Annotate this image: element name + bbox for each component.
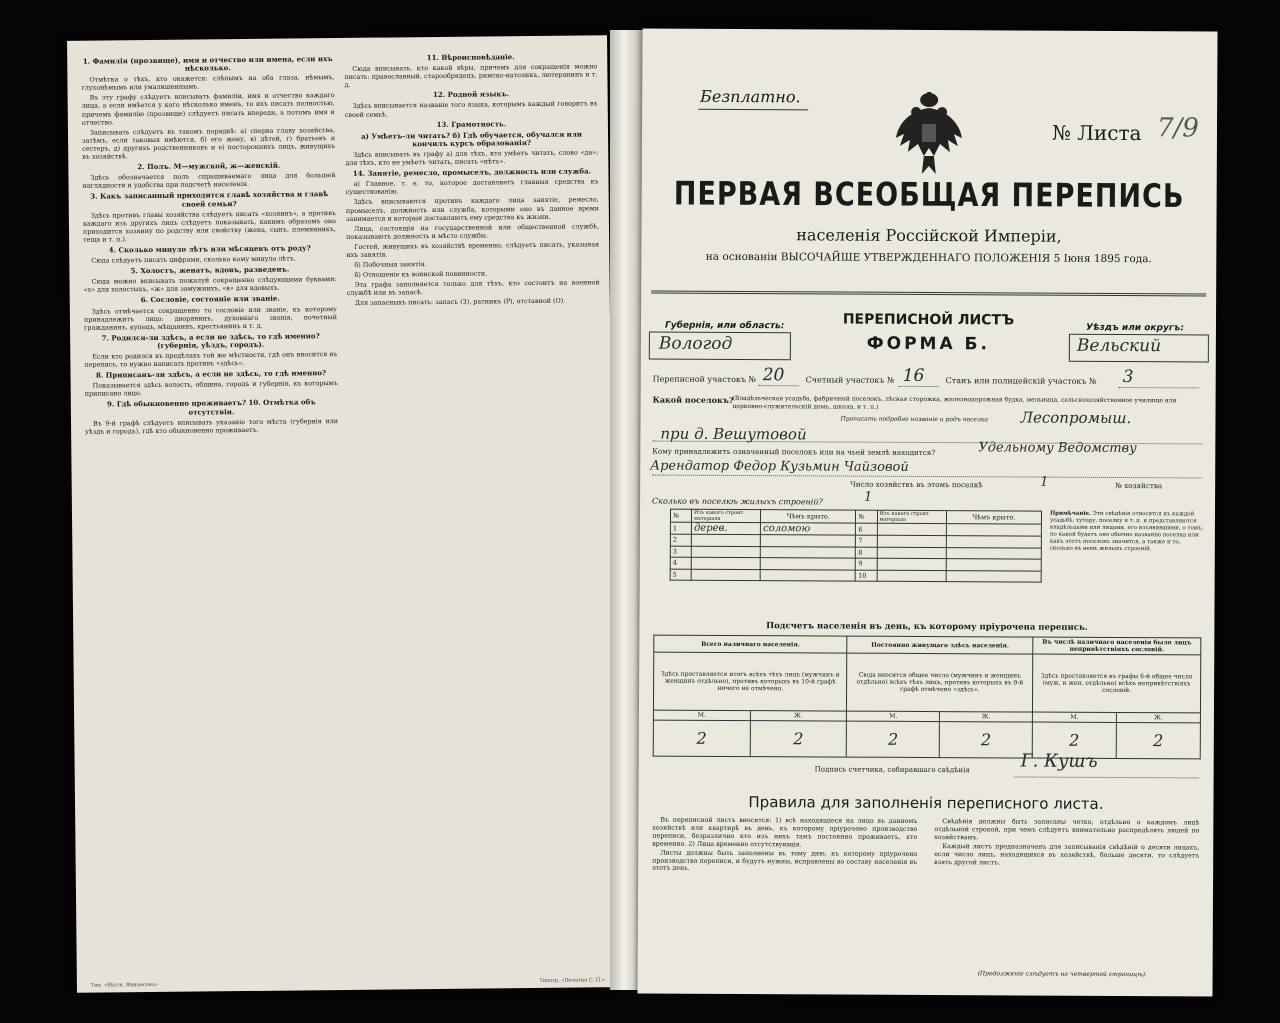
perepisnoy-value: 20 (762, 365, 785, 386)
section-heading: 12. Родной языкъ. (432, 89, 510, 100)
owner-value: Удельному Ведомству (978, 440, 1137, 457)
paragraph: Отмѣтка о тѣхъ, кто окажется: слѣпымъ на оба глаза, нѣмымъ, глухонѣмымъ или умалишеннымъ. (81, 73, 335, 92)
section-heading: 6. Сословіе, состояніе или званіе. (140, 294, 280, 305)
pop-col3-header: Въ числѣ наличнаго населенія было лицъ непривѣтствіяхъ сословій. (1033, 637, 1201, 655)
buildings-label: Сколько въ поселкѣ жилыхъ строеній? (652, 496, 823, 507)
pop-m-header: М. (847, 711, 940, 721)
continued-note: (Продолженіе слѣдуетъ на четвертой страницѣ). (977, 970, 1147, 979)
paragraph: Показывается здѣсь волость, община, городъ и губернія, къ которымъ приписано лицо. (84, 379, 338, 399)
signature-label: Подпись счетчика, собиравшаго свѣдѣнія (814, 765, 970, 775)
section-heading: 1. Фамилія (прозвище), имя и отчество или имена, если ихъ нѣсколько. (82, 54, 333, 73)
section-heading: 5. Холостъ, женатъ, вдовъ, разведенъ. (130, 264, 290, 276)
left-footer-left: Тип. «Вѣстн. Финансовъ» (90, 981, 158, 989)
note-block (1050, 511, 1205, 554)
note-text: Эти свѣдѣнія относятся къ каждой усадьбѣ, хутору, поселку и т. п. и представляются владѣльцами или лицами, его изъявившими, о томъ, по какой будетъ оно обычно названію поселка или какъ этотъ поселокъ значится, а также и то, сколько въ немъ жилыхъ строеній. (1049, 510, 1204, 553)
paragraph: Гостей, живущихъ въ хозяйствѣ временно, слѣдуетъ писать, указывая ихъ занятія. (346, 240, 600, 259)
section-heading: 3. Какъ записанный приходится главѣ хозяйства и главѣ своей семьи? (90, 189, 329, 209)
bld-roof-1: соломою (761, 523, 856, 535)
census-decree: на основаніи ВЫСОЧАЙШЕ УТВЕРЖДЕННАГО ПОЛОЖЕНІЯ 5 Іюня 1895 года. (705, 250, 1152, 266)
bld-header-roof: Чѣмъ крыто. (761, 510, 856, 523)
census-title: ПЕРВАЯ ВСЕОБЩАЯ ПЕРЕПИСЬ (673, 175, 1185, 216)
gubernia-value: Вологод (658, 333, 733, 354)
stan-label: Станъ или полицейскій участокъ № (945, 376, 1097, 386)
dotline (899, 386, 939, 387)
section-heading: 8. Приписанъ-ли здѣсь, а если не здѣсь, то гдѣ именно? (95, 368, 327, 380)
free-underline (698, 109, 808, 111)
pop-value-permanent-m: 2 (847, 721, 940, 757)
pop-col1-header: Всего наличнаго населенія. (654, 635, 848, 653)
bld-header-roof: Чѣмъ крыто. (946, 511, 1041, 524)
table-row: 5 10 (670, 569, 1041, 582)
pop-zh-header: Ж. (1116, 712, 1200, 722)
paragraph: Эта графа заполняется только для тѣхъ, кто состоитъ на военной службѣ или въ запасѣ. (346, 278, 600, 298)
note-label: Примѣчаніе. (1049, 510, 1091, 517)
gubernia-label: Губернія, или область: (664, 320, 785, 332)
free-label: Безплатно. (700, 86, 801, 107)
paragraph: Каждый листъ предназначенъ для записыванія свѣдѣній о десяти лицахъ, если число лицъ, находящихся въ хозяйствѣ, больше десяти, то слѣдуетъ взять другой листъ. (934, 842, 1200, 866)
pop-value-other-m: 2 (1032, 722, 1116, 758)
poselok-value2: при д. Вешутовой (660, 424, 807, 444)
paragraph: Лица, состоящія на государственной или общественной службѣ, показываютъ должность и мѣсто службы. (346, 221, 600, 241)
paragraph: Для запасныхъ писать: запасъ (З), ратникъ (Р), отставной (О). (354, 297, 566, 308)
pop-zh-header: Ж. (940, 712, 1033, 722)
paragraph: Здѣсь обозначается полъ спрашиваемаго лица для большей наглядности и удобства при подсчетѣ населенія. (82, 171, 336, 191)
pop-desc3: Здѣсь проставляется въ графы 6-й общее число (муж. и жен. отдѣльно) всѣхъ непривѣтствіяхъ сословій. (1032, 654, 1200, 713)
dotline (652, 475, 1202, 479)
right-page (637, 29, 1217, 997)
pop-desc2: Сюда вносится общее число (мужчинъ и женщинъ отдѣльно) всѣхъ тѣхъ лицъ, противъ которыхъ въ 9-й графѣ отмѣчено «здѣсь». (847, 653, 1033, 712)
paragraph: Сюда вписывать, кто какой вѣры, причемъ для сокращенія можно писать: православный, старообрядецъ, римско-католикъ, лютеранинъ и т. д. (344, 62, 598, 90)
buildings-value: 1 (864, 489, 873, 505)
buildings-table (670, 509, 1042, 583)
paragraph: Свѣдѣнія должны быть записаны четко, отдѣльно о каждомъ лицѣ отдѣльной строкой, при чемъ слѣдуетъ внимательно распредѣлять людей по хозяйствамъ. (934, 818, 1200, 842)
form-title: ПЕРЕПИСНОЙ ЛИСТЪ (842, 311, 1015, 329)
paragraph: Листы должны быть заполнены въ тому дню, къ которому пріурочено производство переписи, и будутъ нужны, исправлены во составу населенія въ этотъ день. (652, 849, 918, 873)
owner-label: Кому принадлежитъ означенный поселокъ или на чьей землѣ находится? (652, 446, 936, 458)
paragraph: Здѣсь вписываются противъ каждаго лица занятіе, ремесло, промыселъ, должность или служба, которыми оно въ данное время занимается и которыя доставляютъ ему средства къ жизни. (345, 195, 599, 223)
paragraph: б) Отношеніе къ воинской повинности. (354, 269, 488, 280)
double-headed-eagle-emblem (894, 90, 964, 178)
pop-m-header: М. (1032, 712, 1116, 722)
section-heading: а) Умѣетъ-ли читать? б) Гдѣ обучается, обучался или кончилъ курсъ образованія? (361, 129, 583, 149)
form-subtitle: ФОРМА Б. (866, 333, 991, 355)
section-heading: 7. Родился-ли здѣсь, а если не здѣсь, то гдѣ именно? (губернія, уѣздъ, городъ). (101, 331, 320, 350)
pop-value-permanent-zh: 2 (939, 722, 1032, 758)
dotline (1119, 387, 1199, 388)
table-row: 4 9 (670, 557, 1041, 570)
paragraph: Въ переписной листъ вносятся: 1) всѣ находящіеся на лицо въ данномъ хозяйствѣ или квартирѣ въ день, къ которому пріурочено производство переписи, безразлично кто изъ нихъ тамъ постоянно проживаетъ, кто временно. 2) Лица временно отсутствующія. (652, 816, 918, 849)
uezd-label: Уѣздъ или округъ: (1085, 322, 1184, 334)
poselok-note2: Прописать подробно названіе и родъ поселка (840, 415, 989, 424)
pop-value-total-zh: 2 (750, 721, 847, 758)
population-table (653, 635, 1202, 760)
pop-title: Подсчетъ населенія въ день, къ которому пріурочена перепись. (766, 621, 1088, 633)
pop-zh-header: Ж. (750, 711, 847, 722)
perepisnoy-label: Переписной участокъ № (652, 374, 757, 385)
dotline (759, 385, 799, 386)
table-row: 1 дерев. соломою 6 (670, 522, 1041, 536)
households-label: Число хозяйствъ въ этомъ поселкѣ (850, 479, 983, 490)
bld-header-material: Изъ какого строит. матеріала (877, 510, 946, 523)
left-footer-right: Типогр. «Печатня С. П.» (539, 977, 605, 984)
table-row: 2 7 (670, 534, 1041, 547)
poselok-value: Лесопромыш. (1020, 408, 1132, 428)
table-row: 3 8 (670, 546, 1041, 559)
paragraph: а) Главное, т. е. то, которое доставляетъ главныя средства къ существованію. (345, 177, 599, 197)
schetny-value: 16 (902, 365, 925, 386)
pop-value-total-m: 2 (653, 720, 750, 757)
left-column-1 (81, 52, 344, 977)
poselok-label: Какой поселокъ? (652, 394, 734, 405)
section-heading: 2. Полъ. М—мужской, ж—женскій. (137, 160, 281, 172)
left-page (67, 35, 617, 993)
signature-value: Г. Кушъ (1020, 750, 1098, 772)
paragraph: Здѣсь вписывается названіе того языка, которымъ каждый говоритъ въ своей семьѣ. (344, 99, 598, 119)
section-heading: 11. Вѣроисповѣданіе. (426, 52, 515, 63)
stan-value: 3 (1122, 367, 1134, 388)
rules-column-2 (934, 818, 1199, 869)
poselok-note: (Владѣльческая усадьба, фабричный поселокъ, лѣсная сторожка, железнодорожная будка, мельница, сельскохозяйственное училище или церковно-служительскій домъ, школа, и т. п.) (732, 394, 1177, 411)
household-number-label: № хозяйства (1115, 480, 1163, 491)
dotline (1014, 776, 1199, 778)
section-heading: 13. Грамотность. (436, 118, 507, 129)
paragraph: б) Побочныя занятія. (354, 260, 427, 269)
uezd-value: Вельский (1076, 335, 1162, 357)
sheet-number-label: № Листа (1051, 120, 1142, 146)
section-heading: 4. Сколько минуло лѣтъ или мѣсяцевъ отъ роду? (108, 243, 311, 255)
census-subtitle: населенія Россійской Имперіи, (796, 225, 1062, 246)
pop-col2-header: Постоянно живущаго здѣсь населенія. (847, 636, 1033, 654)
left-column-2 (344, 49, 607, 974)
paragraph: Сюда слѣдуетъ писать цифрами, сколько кому минуло лѣтъ. (91, 254, 296, 265)
paragraph: Въ 9-й графѣ слѣдуетъ вписывать указаніе того мѣста (губернія или уѣздъ и городъ), гдѣ кто обыкновенно проживаетъ. (85, 416, 339, 436)
bld-material-1: дерев. (691, 522, 760, 534)
section-heading: 14. Занятіе, ремесло, промыселъ, должность или служба. (352, 166, 592, 178)
households-value: 1 (1040, 474, 1049, 490)
sheet-number-value: 7/9 (1156, 113, 1199, 144)
paragraph: Въ эту графу слѣдуетъ вписывать фамиліи, имя и отчество каждаго лица, а если имѣется у кого нѣсколько именъ, то ихъ писать полностью, причемъ фамилію (прозвище) слѣдуетъ писать впереди, а потомъ имя и отчество. (81, 91, 335, 127)
paragraph: Здѣсь противъ главы хозяйства слѣдуетъ писать «хозяинъ», а противъ каждаго изъ другихъ лицъ слѣдуетъ показывать, какимъ образомъ оно приходится хозяину по родству или свойству (жена, сынъ, племянникъ, теща и т. п.). (82, 208, 337, 244)
paragraph: Здѣсь отмѣчается сокращенно то сословіе или званіе, къ которому принадлежитъ лицо: дворянинъ, духовнаго званія, почетный гражданинъ, купецъ, мѣщанинъ, крестьянинъ и т. д. (83, 304, 337, 332)
pop-m-header: М. (653, 710, 750, 721)
pop-value-other-zh: 2 (1116, 722, 1200, 758)
pop-desc1: Здѣсь проставляется итогъ всѣхъ тѣхъ лицъ (мужчинъ и женщинъ отдѣльно), противъ которыхъ въ 10-й графѣ ничего не отмѣчено. (653, 652, 847, 711)
section-heading: 9. Гдѣ обыкновенно проживаетъ? 10. Отмѣтка объ отсутствіи. (106, 397, 316, 417)
rules-title: Правила для заполненія переписного листа. (748, 793, 1104, 813)
bld-header-material: Изъ какого строит. матеріала (691, 509, 760, 522)
schetny-label: Счетный участокъ № (805, 375, 895, 385)
paragraph: Если кто родился въ предѣлахъ той же мѣстности, гдѣ онъ вносится въ перепись, то нужно написать противъ «здѣсь». (84, 350, 338, 369)
rules-column-1 (652, 817, 917, 876)
paragraph: Здѣсь вписывать въ графу а) для тѣхъ, кто умѣетъ читать, слово «да»; для тѣхъ, кто не умѣетъ читать, писать «нѣтъ». (345, 148, 599, 167)
owner-value2: Арендатор Федор Кузьмин Чайзовой (650, 458, 909, 475)
paragraph: Сюда можно вписывать пожалуй сокращенно слѣдующими буквами: «х» для холостыхъ, «ж» для замужнихъ, «в» для вдовыхъ. (83, 275, 337, 295)
bld-header-no: № (856, 510, 877, 523)
paragraph: Записывать слѣдуетъ въ такомъ порядкѣ: а) сперва главу хозяйства, затѣмъ, если таковыя имѣются, б) его жену, в) дѣтей, г) братьевъ и сестеръ, д) другихъ родственниковъ и е) постороннихъ лицъ, живущихъ въ хозяйствѣ. (82, 125, 336, 161)
bld-header-no: № (670, 509, 691, 522)
